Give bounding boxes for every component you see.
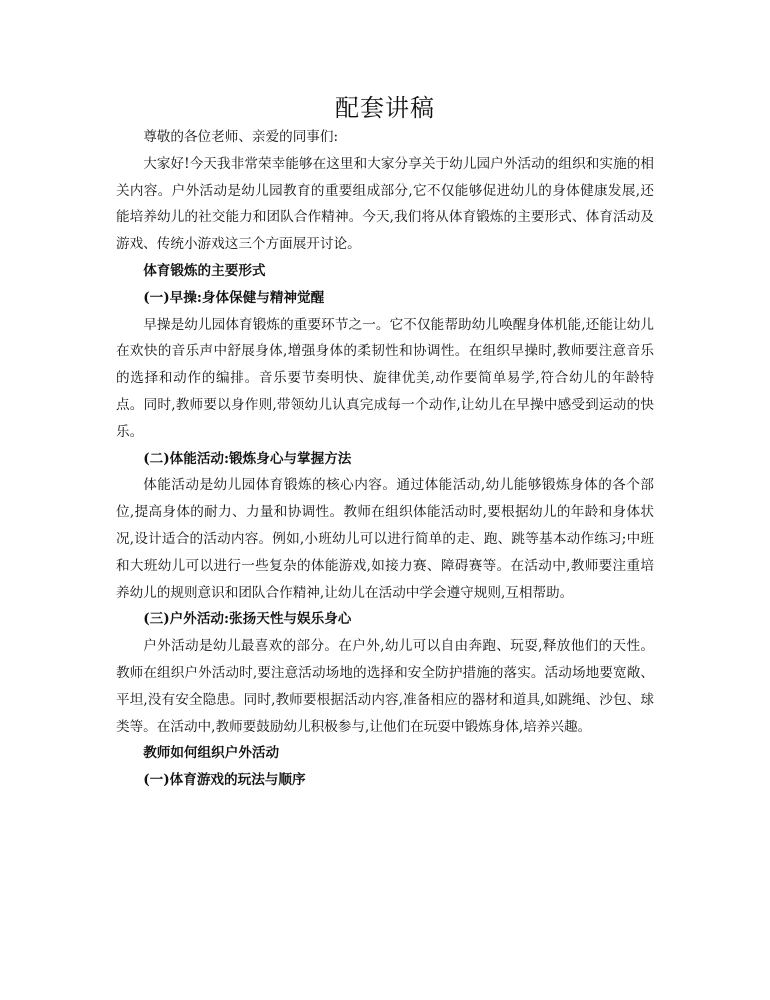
salutation: 尊敬的各位老师、亲爱的同事们: [143, 129, 339, 145]
subheading-fitness-activity: (二)体能活动:锻炼身心与掌握方法 [143, 450, 352, 467]
document-title: 配套讲稿 [335, 94, 435, 122]
intro-paragraph: 大家好!今天我非常荣幸能够在这里和大家分享关于幼儿园户外活动的组织和实施的相关内容。户外活动是幼儿园教育的重要组成部分,它不仅能够促进幼儿的身体健康发展,还能培养幼儿的社交能力和团队合作精神。今天,我们将从体育锻炼的主要形式、体育活动及游戏、传统小游戏这三个方面展开讨论。 [116, 155, 654, 253]
paragraph-morning-exercise: 早操是幼儿园体育锻炼的重要环节之一。它不仅能帮助幼儿唤醒身体机能,还能让幼儿在欢快的音乐声中舒展身体,增强身体的柔韧性和协调性。在组织早操时,教师要注意音乐的选择和动作的编排。音乐要节奏明快、旋律优美,动作要简单易学,符合幼儿的年龄特点。同时,教师要以身作则,带领幼儿认真完成每一个动作,让幼儿在早操中感受到运动的快乐。 [116, 316, 654, 440]
subheading-morning-exercise: (一)早操:身体保健与精神觉醒 [143, 289, 325, 306]
section-heading-organize-outdoor: 教师如何组织户外活动 [143, 745, 280, 762]
section-heading-exercise-forms: 体育锻炼的主要形式 [143, 262, 266, 279]
document-body [116, 124, 654, 794]
paragraph-outdoor-activity: 户外活动是幼儿最喜欢的部分。在户外,幼儿可以自由奔跑、玩耍,释放他们的天性。教师在组织户外活动时,要注意活动场地的选择和安全防护措施的落实。活动场地要宽敞、平坦,没有安全隐患。同时,教师要根据活动内容,准备相应的器材和道具,如跳绳、沙包、球类等。在活动中,教师要鼓励幼儿积极参与,让他们在玩耍中锻炼身体,培养兴趣。 [116, 638, 654, 735]
subheading-sports-games: (一)体育游戏的玩法与顺序 [143, 772, 306, 789]
subheading-outdoor-activity: (三)户外活动:张扬天性与娱乐身心 [143, 611, 352, 628]
paragraph-fitness-activity: 体能活动是幼儿园体育锻炼的核心内容。通过体能活动,幼儿能够锻炼身体的各个部位,提高身体的耐力、力量和协调性。教师在组织体能活动时,要根据幼儿的年龄和身体状况,设计适合的活动内容。例如,小班幼儿可以进行简单的走、跑、跳等基本动作练习;中班和大班幼儿可以进行一些复杂的体能游戏,如接力赛、障碍赛等。在活动中,教师要注重培养幼儿的规则意识和团队合作精神,让幼儿在活动中学会遵守规则,互相帮助。 [116, 477, 654, 601]
